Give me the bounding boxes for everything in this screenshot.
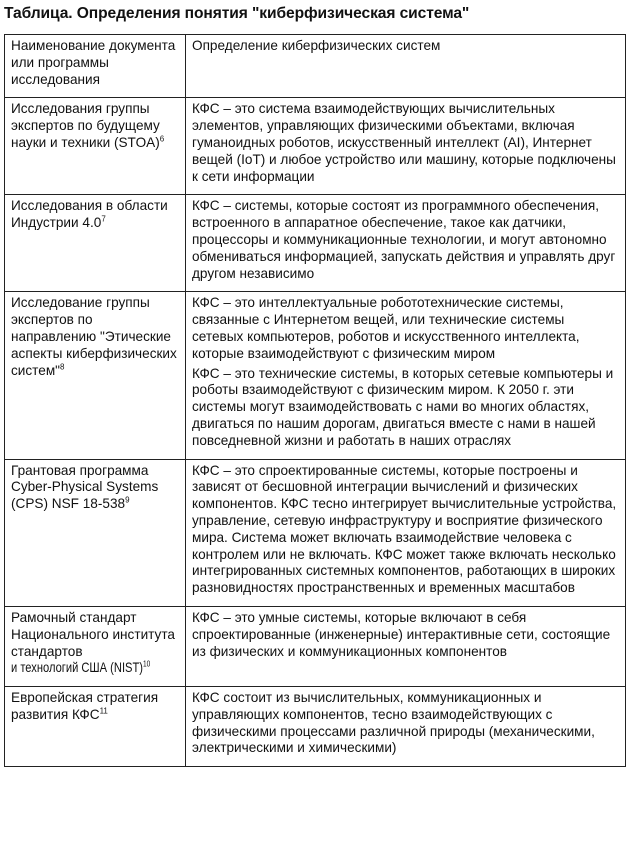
row-name-text: Европейская стратегия развития КФС [11, 690, 159, 722]
row-definition-cell [186, 195, 626, 292]
row-name-text: Исследование группы экспертов по направлению "Этические аспекты киберфизических систем" [11, 295, 177, 378]
table-row [5, 606, 626, 686]
row-name-text: Исследования группы экспертов по будущему науки и техники (STOA) [11, 101, 160, 150]
definition-paragraph: КФС состоит из вычислительных, коммуникационных и управляющих компонентов, тесно взаимодействующих с физическими процессами различной природы (механическими, электрическими и химическими) [192, 690, 595, 756]
definition-paragraph: КФС – это спроектированные системы, которые построены и зависят от бесшовной интеграции вычислений и физических компонентов. КФС тесно интегрирует вычислительные устройства, управление, сетевую инфраструктуру и восприятие физического мира. Система может включать взаимодействие человека с контролем или не включать. КФС может также включать несколько интегрированных системных компонентов, работающих в широких разновидностях пространственных и временных масштабов [192, 462, 617, 596]
row-name-text: Исследования в области Индустрии 4.0 [11, 198, 168, 231]
row-definition-cell [186, 292, 626, 459]
table-row [5, 459, 626, 606]
definition-paragraph: КФС – это система взаимодействующих вычислительных элементов, управляющих физическими объектами, включая гуманоидных роботов, искусственный интеллект (AI), Интернет вещей (IoT) и любое устройство или машину, которые подключены к сети информации [192, 101, 616, 184]
footnote-ref: 7 [101, 214, 106, 224]
row-name-cell [5, 195, 186, 292]
footnote-ref: 8 [60, 362, 65, 372]
definition-paragraph: КФС – это интеллектуальные робототехнические системы, связанные с Интернетом вещей, или технические системы сетевых компьютеров, роботов и искусственного интеллекта, которые взаимодействуют с физическим миром [192, 295, 580, 361]
row-name-text-condensed [11, 660, 150, 677]
footnote-ref: 6 [159, 134, 165, 144]
footnote-ref: 10 [143, 659, 151, 669]
table-row [5, 292, 626, 459]
row-name-text: Грантовая программа Cyber-Physical Systems (CPS) NSF 18-538 [11, 462, 159, 512]
footnote-ref: 11 [99, 706, 108, 716]
header-cell-name [5, 35, 186, 98]
table-title: Таблица. Определения понятия "киберфизическая система" [4, 5, 470, 22]
row-name-cell [5, 606, 186, 686]
table-row [5, 195, 626, 292]
definition-paragraph: КФС – это технические системы, в которых сетевые компьютеры и роботы взаимодействуют с физическим миром. К 2050 г. эти системы могут взаимодействовать с нами во многих областях, двигаться по нашим дорогам, двигаться вместе с нами в нашей повседневной жизни и работать в наших отраслях [192, 365, 614, 448]
table-header-row [5, 35, 626, 98]
footnote-ref: 9 [125, 495, 130, 505]
table-row [5, 98, 626, 195]
definitions-table [4, 34, 626, 767]
table-row [5, 687, 626, 767]
header-definition-text: Определение киберфизических систем [192, 38, 441, 53]
row-name-cell [5, 98, 186, 195]
row-definition-cell [186, 459, 626, 606]
header-cell-definition [186, 35, 626, 98]
header-name-text: Наименование документа или программы исследования [11, 38, 176, 87]
row-name-cell [5, 687, 186, 767]
definition-paragraph: КФС – это умные системы, которые включают в себя спроектированные (инженерные) интерактивные сети, состоящие из физических и коммуникационных компонентов [192, 609, 611, 659]
row-name-text: Рамочный стандарт Национального института стандартов [11, 609, 175, 659]
definition-paragraph: КФС – системы, которые состоят из программного обеспечения, встроенного в аппаратное обеспечение, такое как датчики, процессоры и коммуникационные технологии, и могут автономно обмениваться информацией, запускать действия и управлять друг другом независимо [192, 198, 616, 281]
row-definition-cell [186, 687, 626, 767]
row-definition-cell [186, 98, 626, 195]
row-name-text-condensed-label: и технологий США (NIST) [11, 660, 144, 676]
row-definition-cell [186, 606, 626, 686]
row-name-cell [5, 292, 186, 459]
row-name-cell [5, 459, 186, 606]
